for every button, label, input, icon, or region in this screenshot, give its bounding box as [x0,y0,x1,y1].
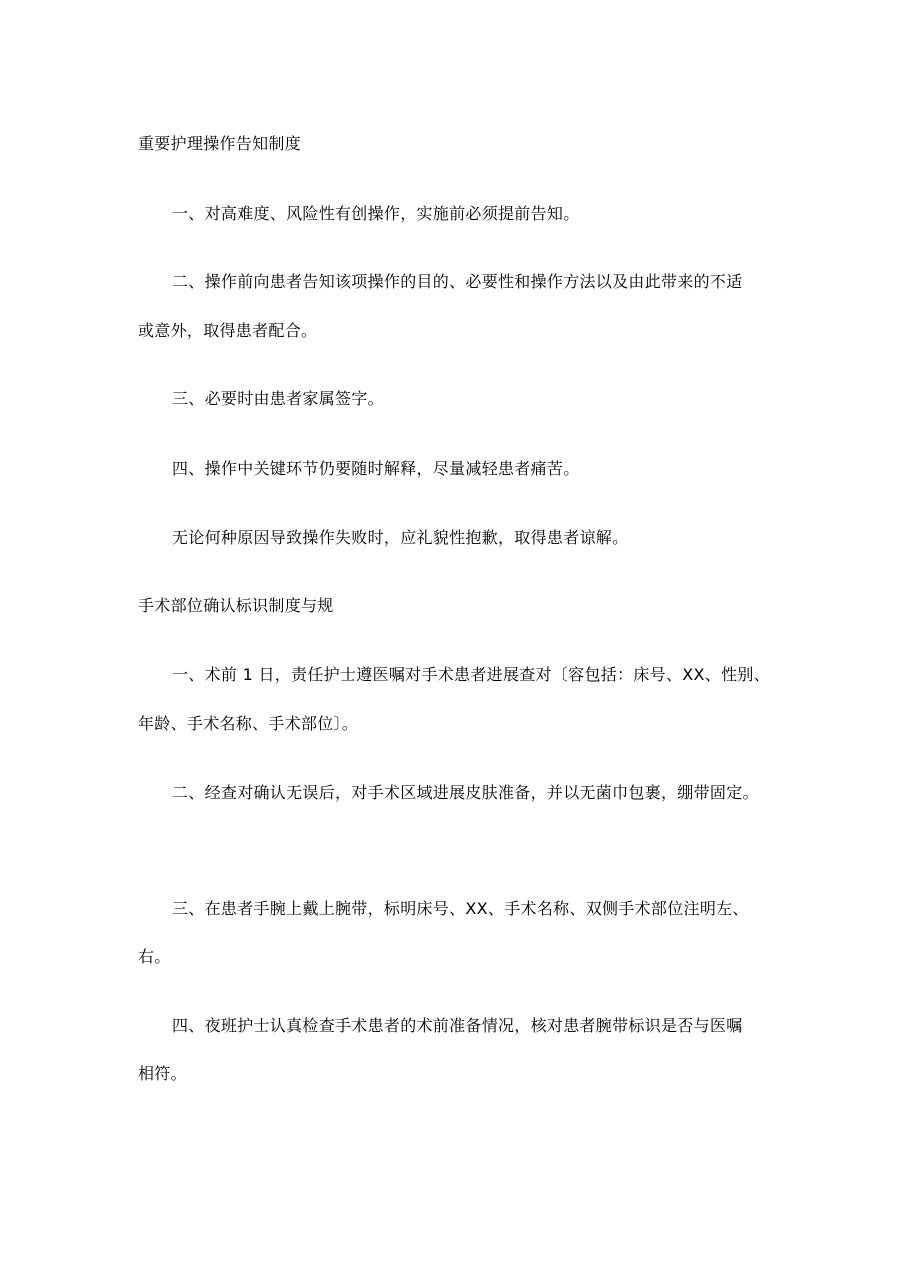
paragraph-line: 四、夜班护士认真检查手术患者的术前准备情况，核对患者腕带标识是否与医嘱 [172,1016,743,1035]
paragraph-line: 三、必要时由患者家属签字。 [172,389,384,408]
paragraph-line: 四、操作中关键环节仍要随时解释，尽量减轻患者痛苦。 [172,459,580,478]
paragraph-line: 三、在患者手腕上戴上腕带，标明床号、XX、手术名称、双侧手术部位注明左、 [172,899,749,918]
paragraph-line: 或意外，取得患者配合。 [138,321,318,340]
paragraph-line: 二、经查对确认无误后，对手术区域进展皮肤准备，并以无菌巾包裹，绷带固定。 [172,783,759,802]
section-heading: 手术部位确认标识制度与规 [138,596,334,615]
section-heading: 重要护理操作告知制度 [138,134,302,153]
paragraph-line: 年龄、手术名称、手术部位〕。 [138,714,359,733]
paragraph-line: 相符。 [138,1064,187,1083]
paragraph-line: 右。 [138,947,171,966]
paragraph-line: 无论何种原因导致操作失败时，应礼貌性抱歉，取得患者谅解。 [172,528,629,547]
paragraph-line: 一、术前 1 日，责任护士遵医嘱对手术患者进展查对〔容包括：床号、XX、性别、 [172,665,770,684]
paragraph-line: 一、对高难度、风险性有创操作，实施前必须提前告知。 [172,204,580,223]
paragraph-line: 二、操作前向患者告知该项操作的目的、必要性和操作方法以及由此带来的不适 [172,272,743,291]
